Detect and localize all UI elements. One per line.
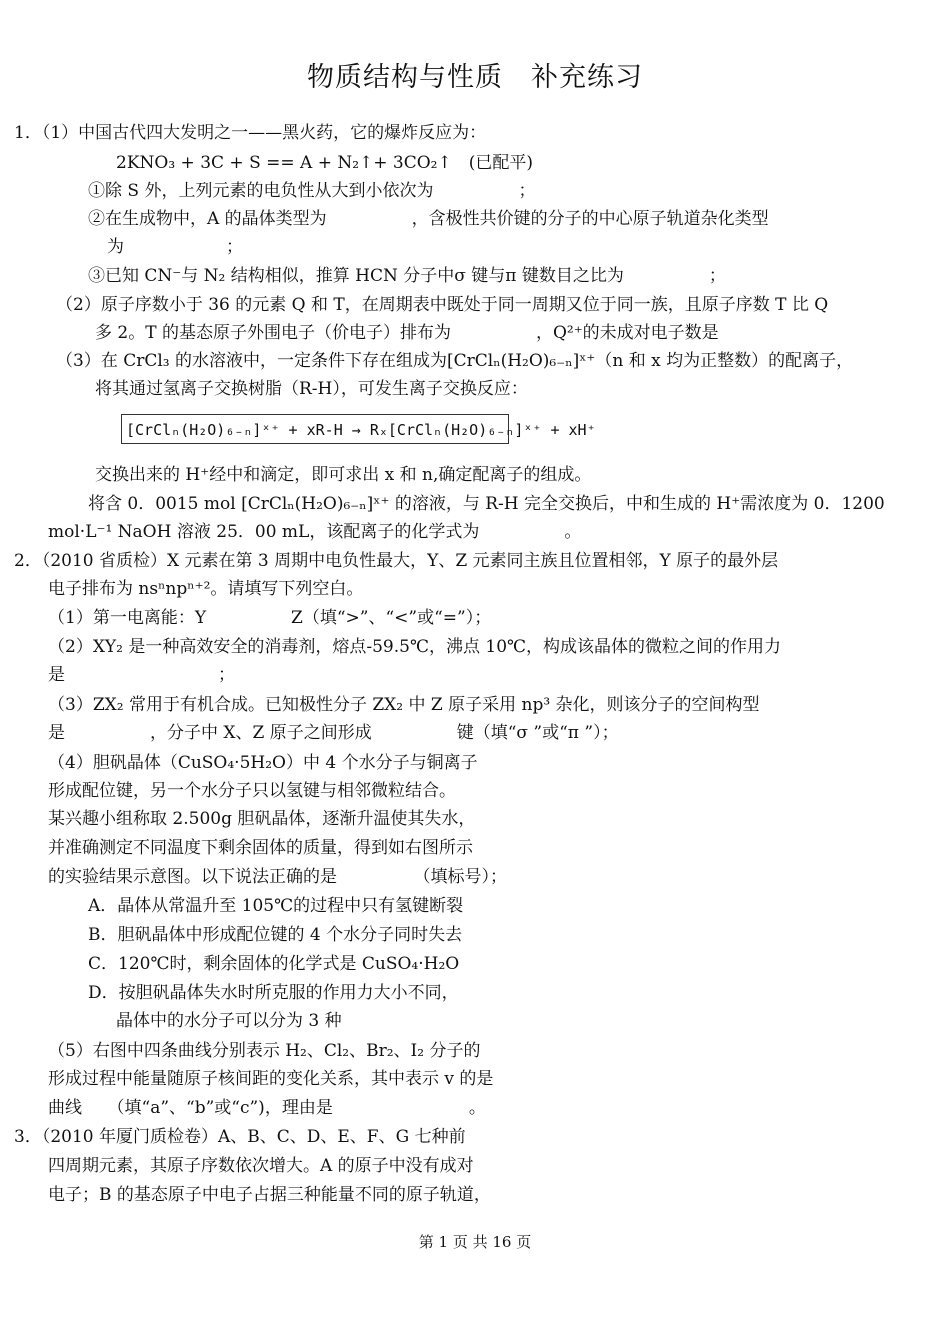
text-line: 是 ；: [48, 665, 235, 685]
text-line: C．120℃时，剩余固体的化学式是 CuSO₄·H₂O: [88, 954, 460, 974]
text-line: 的实验结果示意图。以下说法正确的是 （填标号）；: [48, 867, 507, 887]
text-line: 晶体中的水分子可以分为 3 种: [116, 1011, 342, 1031]
text-line: D．按胆矾晶体失水时所克服的作用力大小不同，: [88, 983, 459, 1003]
text-line: 电子排布为 nsⁿnpⁿ⁺²。请填写下列空白。: [48, 579, 364, 599]
text-line: （5）右图中四条曲线分别表示 H₂、Cl₂、Br₂、I₂ 分子的: [48, 1041, 481, 1061]
text-line: 将含 0．0015 mol [CrClₙ(H₂O)₆₋ₙ]ˣ⁺ 的溶液，与 R-H 完全交换后，中和生成的 H⁺需浓度为 0．1200: [88, 494, 885, 514]
text-line: 交换出来的 H⁺经中和滴定，即可求出 x 和 n,确定配离子的组成。: [95, 465, 592, 485]
text-line: 电子；B 的基态原子中电子占据三种能量不同的原子轨道，: [48, 1185, 491, 1205]
text-line: 曲线 （填“a”、“b”或“c”)，理由是 。: [48, 1098, 486, 1118]
text-line: （2）原子序数小于 36 的元素 Q 和 T，在周期表中既处于同一周期又位于同一族，且原子序数 T 比 Q: [56, 295, 829, 315]
text-line: mol·L⁻¹ NaOH 溶液 25．00 mL，该配离子的化学式为 。: [48, 522, 582, 542]
text-line: （3）在 CrCl₃ 的水溶液中，一定条件下存在组成为[CrClₙ(H₂O)₆₋ₙ]ˣ⁺（n 和 x 均为正整数）的配离子，: [56, 351, 854, 371]
text-line: 2KNO₃ + 3C + S == A + N₂↑+ 3CO₂↑ (已配平): [116, 153, 534, 173]
text-line: 并准确测定不同温度下剩余固体的质量，得到如右图所示: [48, 838, 473, 858]
text-line: （3）ZX₂ 常用于有机合成。已知极性分子 ZX₂ 中 Z 原子采用 np³ 杂化，则该分子的空间构型: [48, 695, 760, 715]
ion-exchange-equation-box: [CrClₙ(H₂O)₆₋ₙ]ˣ⁺ + xR-H → Rₓ[CrClₙ(H₂O)₆₋ₙ]ˣ⁺ + xH⁺: [121, 414, 509, 444]
text-line: 为 ；: [107, 237, 243, 257]
text-line: 2．（2010 省质检）X 元素在第 3 周期中电负性最大，Y、Z 元素同主族且位置相邻，Y 原子的最外层: [14, 551, 779, 571]
text-line: ③已知 CN⁻与 N₂ 结构相似，推算 HCN 分子中σ 键与π 键数目之比为 ；: [88, 266, 726, 286]
text-line: 四周期元素，其原子序数依次增大。A 的原子中没有成对: [48, 1156, 474, 1176]
text-line: （2）XY₂ 是一种高效安全的消毒剂，熔点-59.5℃，沸点 10℃，构成该晶体的微粒之间的作用力: [48, 637, 782, 657]
text-line: 是 ，分子中 X、Z 原子之间形成 键（填“σ ”或“π ”）；: [48, 723, 619, 743]
text-line: 多 2。T 的基态原子外围电子（价电子）排布为 ，Q²⁺的未成对电子数是: [95, 323, 719, 343]
text-line: 形成配位键，另一个水分子只以氢键与相邻微粒结合。: [48, 781, 456, 801]
text-line: A．晶体从常温升至 105℃的过程中只有氢键断裂: [88, 896, 464, 916]
text-line: 1．（1）中国古代四大发明之一——黑火药，它的爆炸反应为：: [14, 123, 487, 143]
text-line: 将其通过氢离子交换树脂（R-H），可发生离子交换反应：: [95, 379, 528, 399]
text-line: （4）胆矾晶体（CuSO₄·5H₂O）中 4 个水分子与铜离子: [48, 753, 478, 773]
text-line: ②在生成物中，A 的晶体类型为 ，含极性共价键的分子的中心原子轨道杂化类型: [88, 209, 769, 229]
text-line: ①除 S 外，上列元素的电负性从大到小依次为 ；: [88, 181, 536, 201]
text-line: （1）第一电离能：Y Z（填“>”、“<”或“=”）；: [48, 608, 492, 628]
text-line: 3．（2010 年厦门质检卷）A、B、C、D、E、F、G 七种前: [14, 1127, 466, 1147]
page-footer: 第 1 页 共 16 页: [418, 1233, 532, 1251]
text-line: 某兴趣小组称取 2.500g 胆矾晶体，逐渐升温使其失水，: [48, 809, 476, 829]
text-line: 形成过程中能量随原子核间距的变化关系，其中表示 v 的是: [48, 1069, 494, 1089]
text-line: B．胆矾晶体中形成配位键的 4 个水分子同时失去: [88, 925, 463, 945]
page-title: 物质结构与性质 补充练习: [307, 62, 643, 93]
